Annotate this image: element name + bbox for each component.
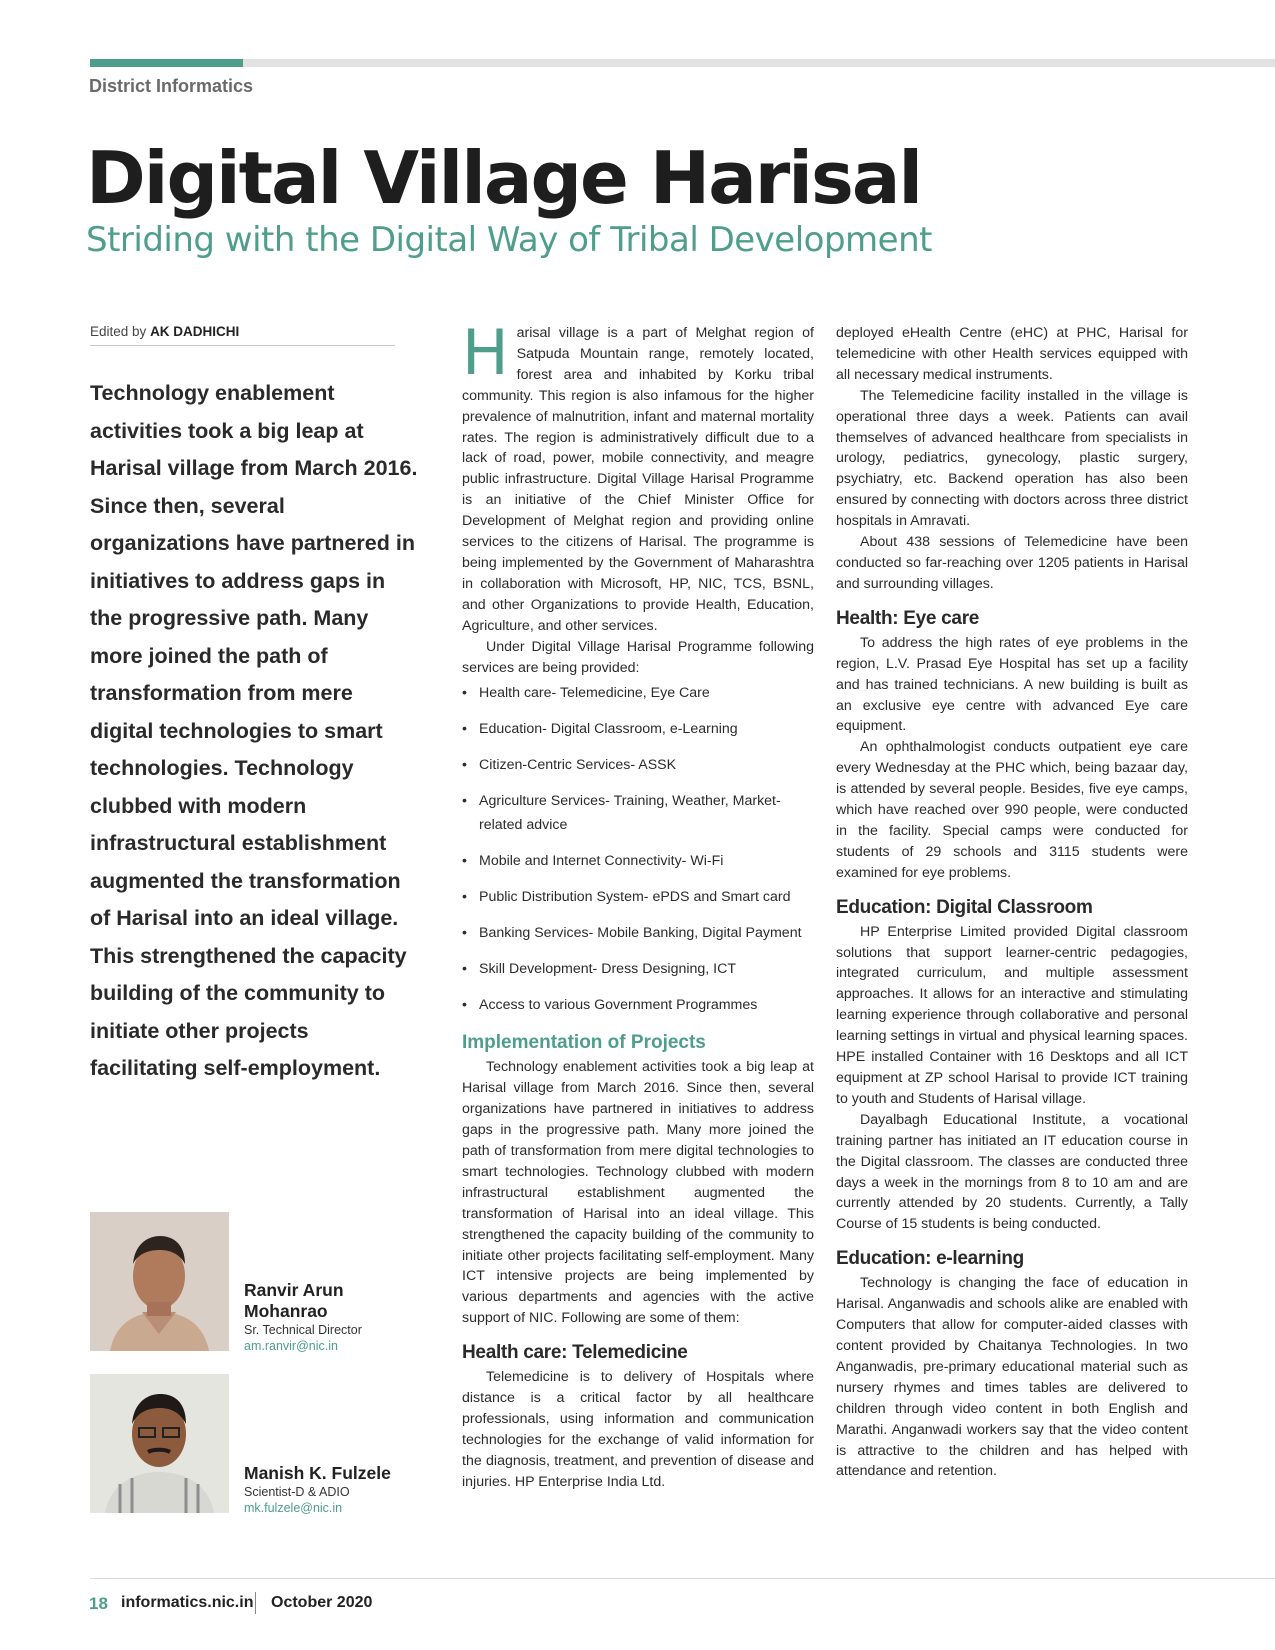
heading-digital-classroom: Education: Digital Classroom <box>836 896 1093 918</box>
author-name-line-1: Ranvir Arun <box>244 1280 344 1300</box>
article-column-1 <box>462 316 814 1493</box>
editor-credit <box>90 324 239 339</box>
service-label: Banking Services- Mobile Banking, Digital Payment <box>479 925 802 942</box>
heading-e-learning: Education: e-learning <box>836 1248 1024 1270</box>
list-item <box>462 753 814 777</box>
list-item <box>462 849 814 873</box>
intro-paragraph <box>462 316 814 637</box>
telemedicine-continued: deployed eHealth Centre (eHC) at PHC, Harisal for telemedicine with other Health services equipped with all necessary medical instruments. <box>836 325 1188 383</box>
author-name-line-1: Manish K. Fulzele <box>244 1463 391 1483</box>
telemedicine-paragraph: Telemedicine is to delivery of Hospitals where distance is a critical factor by all healthcare professionals, using information and communication technologies for the exchange of valid information for the diagnosis, treatment, and prevention of disease and injuries. HP Enterprise India Ltd. <box>462 1369 814 1490</box>
service-label: Education- Digital Classroom, e-Learning <box>479 721 738 738</box>
footer-site-link[interactable]: informatics.nic.in <box>121 1594 254 1611</box>
author-email-link[interactable]: mk.fulzele@nic.in <box>244 1501 343 1515</box>
list-item <box>462 789 814 837</box>
list-item <box>462 717 814 741</box>
editor-divider <box>90 345 395 346</box>
lead-paragraph: Technology enablement activities took a big leap at Harisal village from March 2016. Since then, several organizations have partnered in initiatives to address gaps in the progressive path. Many more joined the path of transformation from mere digital technologies to smart technologies. Technology clubbed with modern infrastructural establishment augmented the transformation of Harisal into an ideal village. This strengthened the capacity building of the community to initiate other projects facilitating self-employment. <box>90 381 418 1080</box>
e-learning-paragraph: Technology is changing the face of education in Harisal. Anganwadis and schools alike are enabled with Computers that allow for computer-aided classes with content provided by Chaitanya Technologies. In two Anganwadis, pre-primary educational material such as nursery rhymes and times tables are delivered to children through video content in both English and Marathi. Anganwadi workers say that the video content is attractive to the children and has helped with attendance and retention. <box>836 1275 1188 1480</box>
bullet-icon: • <box>462 853 467 870</box>
service-label: Public Distribution System- ePDS and Smart card <box>479 889 791 906</box>
heading-telemedicine: Health care: Telemedicine <box>462 1342 688 1364</box>
article-column-2 <box>836 323 1188 1482</box>
eye-care-paragraph-2: An ophthalmologist conducts outpatient eye care every Wednesday at the PHC which, being bazaar day, is attended by several people. Besides, five eye camps, which have reached over 990 people, were conducted in the facility. Special camps were conducted for students of 29 schools and 3115 students were examined for eye problems. <box>836 739 1188 881</box>
service-label: Health care- Telemedicine, Eye Care <box>479 685 710 702</box>
digital-classroom-paragraph-2: Dayalbagh Educational Institute, a vocational training partner has initiated an IT education course in the Digital classroom. The classes are conducted three days a week in the mornings from 8 to 10 am and are currently attended by 20 students. Currently, a Tally Course of 15 students is being conducted. <box>836 1111 1188 1233</box>
bullet-icon: • <box>462 889 467 906</box>
author-role: Sr. Technical Director <box>244 1323 362 1337</box>
editor-prefix: Edited by <box>90 324 147 339</box>
bullet-icon: • <box>462 685 467 702</box>
author-card-2 <box>244 1463 391 1516</box>
bullet-icon: • <box>462 757 467 774</box>
digital-classroom-paragraph-1: HP Enterprise Limited provided Digital classroom solutions that support learner-centric pedagogies, integrated curriculum, and multiple assessment approaches. It allows for an interactive and stimulating learning experience through collaborative and personal learning settings in virtual and physical learning spaces. HPE installed Container with 16 Desktops and all ICT equipment at ZP school Harisal to provide ICT training to youth and Students of Harisal village. <box>836 923 1188 1107</box>
bullet-icon: • <box>462 793 467 810</box>
drop-cap: H <box>462 316 509 389</box>
intro-text: arisal village is a part of Melghat region of Satpuda Mountain range, remotely located, forest area and inhabited by Korku tribal community. This region is also infamous for the higher prevalence of malnutrition, infant and maternal mortality rates. The region is administratively difficult due to a lack of road, power, mobile connectivity, and meagre public infrastructure. Digital Village Harisal Programme is an initiative of the Chief Minister Office for Development of Melghat region and providing online services to the citizens of Harisal. The programme is being implemented by the Government of Maharashtra in collaboration with Microsoft, HP, NIC, TCS, BSNL, and other Organizations to provide Health, Education, Agriculture, and other services. <box>462 325 814 634</box>
list-item <box>462 681 814 705</box>
list-item <box>462 885 814 909</box>
telemedicine-sessions-paragraph: About 438 sessions of Telemedicine have been conducted so far-reaching over 1205 patients in Harisal and surrounding villages. <box>836 534 1188 592</box>
footer-date: October 2020 <box>271 1594 373 1611</box>
header-rule <box>90 59 1275 67</box>
service-label: Citizen-Centric Services- ASSK <box>479 757 677 774</box>
portrait-icon <box>90 1374 229 1513</box>
service-label: Agriculture Services- Training, Weather, Market-related advice <box>479 793 781 834</box>
list-item <box>462 993 814 1017</box>
portrait-icon <box>90 1212 229 1351</box>
bullet-icon: • <box>462 721 467 738</box>
service-label: Access to various Government Programmes <box>479 997 758 1014</box>
telemedicine-facility-paragraph: The Telemedicine facility installed in the village is operational three days a week. Patients can avail themselves of advanced healthcare from specialists in urology, pediatrics, gynecology, plastic surgery, psychiatry, etc. Backend operation has also been ensured by connecting with doctors across three district hospitals in Amravati. <box>836 387 1188 530</box>
page-subtitle: Striding with the Digital Way of Tribal Development <box>86 220 932 260</box>
page-number: 18 <box>89 1594 108 1613</box>
services-list <box>462 681 814 1017</box>
services-intro: Under Digital Village Harisal Programme following services are being provided: <box>462 638 814 676</box>
author-name-line-2: Mohanrao <box>244 1301 328 1321</box>
section-label: District Informatics <box>89 76 254 96</box>
author-card-1 <box>244 1280 362 1354</box>
author-role: Scientist-D & ADIO <box>244 1485 350 1499</box>
heading-eye-care: Health: Eye care <box>836 607 980 629</box>
page-title: Digital Village Harisal <box>86 136 922 220</box>
author-email-link[interactable]: am.ranvir@nic.in <box>244 1339 338 1353</box>
service-label: Skill Development- Dress Designing, ICT <box>479 961 737 978</box>
bullet-icon: • <box>462 925 467 942</box>
service-label: Mobile and Internet Connectivity- Wi-Fi <box>479 853 724 870</box>
editor-name: AK DADHICHI <box>150 324 240 339</box>
footer-divider <box>255 1592 256 1614</box>
heading-implementation: Implementation of Projects <box>462 1032 706 1054</box>
eye-care-paragraph-1: To address the high rates of eye problems in the region, L.V. Prasad Eye Hospital has set up a facility and has trained technicians. A new building is built as an exclusive eye centre with advanced Eye care equipment. <box>836 634 1188 735</box>
footer-rule <box>90 1578 1275 1579</box>
bullet-icon: • <box>462 997 467 1014</box>
header-accent-bar <box>90 59 243 67</box>
bullet-icon: • <box>462 961 467 978</box>
list-item <box>462 957 814 981</box>
list-item <box>462 921 814 945</box>
author-photo-manish <box>90 1374 229 1513</box>
author-photo-ranvir <box>90 1212 229 1351</box>
implementation-paragraph: Technology enablement activities took a big leap at Harisal village from March 2016. Since then, several organizations have partnered in initiatives to address gaps in the progressive path. Many more joined the path of transformation from mere digital technologies to smart technologies. Technology clubbed with modern infrastructural establishment augmented the transformation of Harisal into an ideal village. This strengthened the capacity building of the community to initiate other projects facilitating self-employment. Many ICT intensive projects are being implemented by various departments and agencies with the active support of NIC. Following are some of them: <box>462 1059 814 1327</box>
